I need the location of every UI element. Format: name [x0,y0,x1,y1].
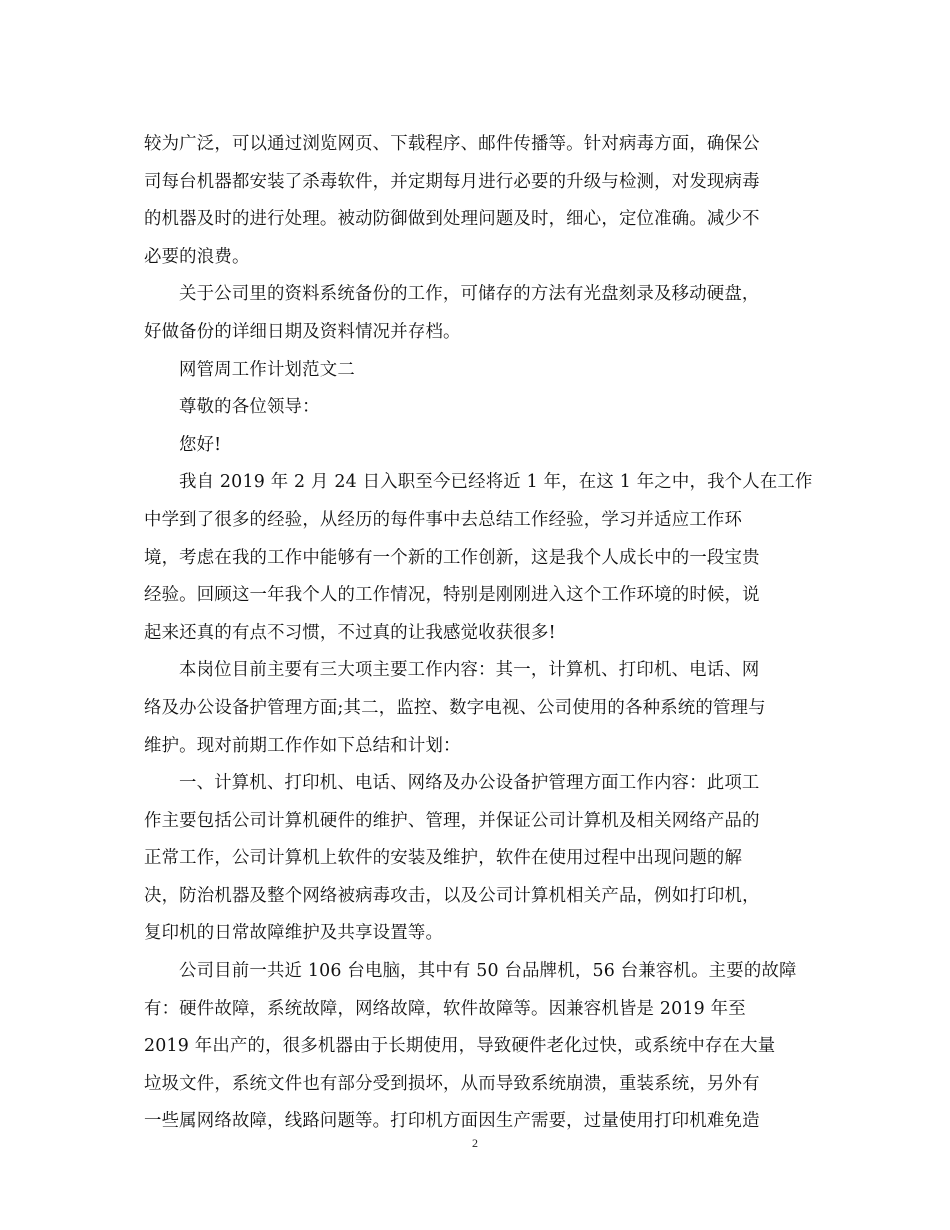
text-line: 有：硬件故障，系统故障，网络故障，软件故障等。因兼容机皆是 2019 年至 [144,998,746,1019]
salutation: 尊敬的各位领导： [179,397,320,418]
text-line: 一、计算机、打印机、电话、网络及办公设备护管理方面工作内容：此项工 [179,773,760,794]
text-line: 较为广泛，可以通过浏览网页、下载程序、邮件传播等。针对病毒方面，确保公 [144,134,760,154]
text-line: 本岗位目前主要有三大项主要工作内容：其一，计算机、打印机、电话、网 [179,660,760,681]
text-line: 公司目前一共近 106 台电脑，其中有 50 台品牌机，56 台兼容机。主要的故障 [179,961,797,982]
text-line: 维护。现对前期工作作如下总结和计划： [144,735,461,756]
text-line: 起来还真的有点不习惯，不过真的让我感觉收获很多! [144,622,556,643]
text-line: 复印机的日常故障维护及共享设置等。 [144,923,444,944]
text-line: 我自 2019 年 2 月 24 日入职至今已经将近 1 年，在这 1 年之中，我个人在工作 [179,472,813,493]
text-line: 经验。回顾这一年我个人的工作情况，特别是刚刚进入这个工作环境的时候，说 [144,585,760,606]
page-number: 2 [472,1136,478,1150]
text-line: 司每台机器都安装了杀毒软件，并定期每月进行必要的升级与检测，对发现病毒 [144,171,760,192]
text-line: 2019 年出产的，很多机器由于长期使用，导致硬件老化过快，或系统中存在大量 [144,1036,776,1057]
text-line: 作主要包括公司计算机硬件的维护、管理，并保证公司计算机及相关网络产品的 [144,810,760,831]
greeting: 您好! [179,434,222,455]
text-line: 正常工作，公司计算机上软件的安装及维护，软件在使用过程中出现问题的解 [144,848,743,869]
text-line: 必要的浪费。 [144,246,250,267]
text-line: 好做备份的详细日期及资料情况并存档。 [144,321,461,342]
text-line: 的机器及时的进行处理。被动防御做到处理问题及时，细心，定位准确。减少不 [144,209,760,230]
text-line: 中学到了很多的经验，从经历的每件事中去总结工作经验，学习并适应工作环 [144,509,743,530]
text-line: 一些属网络故障，线路问题等。打印机方面因生产需要，过量使用打印机难免造 [144,1111,760,1132]
text-line: 决，防治机器及整个网络被病毒攻击，以及公司计算机相关产品，例如打印机， [144,885,760,906]
body-text [144,126,812,1141]
text-line: 垃圾文件，系统文件也有部分受到损坏，从而导致系统崩溃，重装系统，另外有 [144,1073,760,1094]
text-line: 境，考虑在我的工作中能够有一个新的工作创新，这是我个人成长中的一段宝贵 [144,547,760,568]
text-line: 络及办公设备护管理方面;其二，监控、数字电视、公司使用的各种系统的管理与 [144,697,766,718]
text-line: 关于公司里的资料系统备份的工作，可储存的方法有光盘刻录及移动硬盘， [179,284,760,305]
section-heading: 网管周工作计划范文二 [179,359,355,380]
